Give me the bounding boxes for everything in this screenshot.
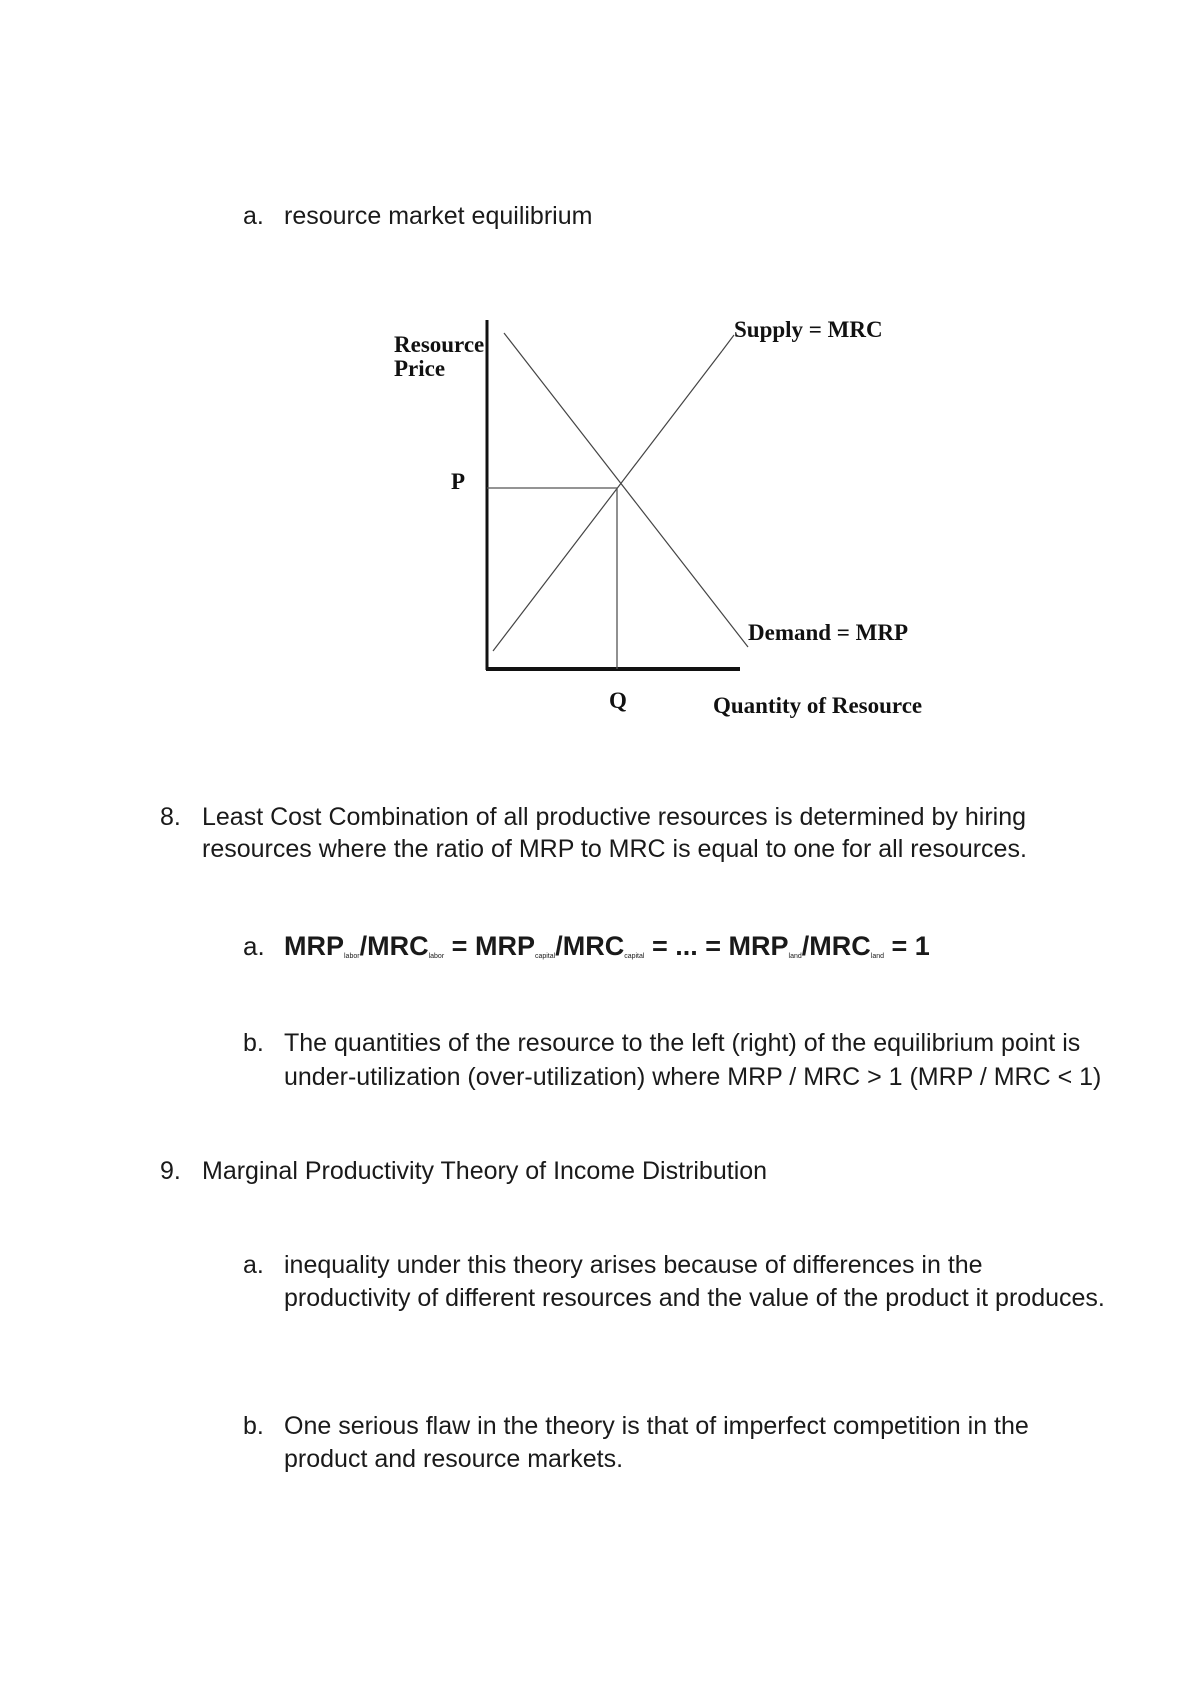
formula-term: MRC bbox=[809, 931, 871, 961]
supply-curve bbox=[493, 351, 722, 651]
formula-subscript: land bbox=[788, 953, 802, 960]
formula-equals: = bbox=[644, 931, 676, 961]
formula-subscript: land bbox=[870, 953, 884, 960]
formula-subscript: capital bbox=[624, 953, 645, 960]
formula-ellipsis: ... bbox=[675, 931, 698, 961]
formula-term: MRP bbox=[284, 931, 344, 961]
formula-equals: = bbox=[444, 931, 475, 961]
formula-slash: / bbox=[359, 931, 368, 961]
list-marker: 9. bbox=[160, 1157, 181, 1185]
formula-term: MRP bbox=[474, 931, 535, 961]
formula-slash: / bbox=[555, 931, 563, 961]
formula-subscript: labor bbox=[344, 953, 360, 960]
list-marker: b. bbox=[243, 1412, 264, 1440]
list-marker: 8. bbox=[160, 803, 181, 831]
list-marker: a. bbox=[243, 202, 264, 230]
item8-line2: resources where the ratio of MRP to MRC is equal to one for all resources. bbox=[202, 835, 1027, 863]
item8b-line2: under-utilization (over-utilization) where MRP / MRC > 1 (MRP / MRC < 1) bbox=[284, 1063, 1102, 1091]
item8-line1: Least Cost Combination of all productive resources is determined by hiring bbox=[202, 803, 1027, 831]
resource-market-graph bbox=[0, 0, 1200, 760]
formula-term: MRP bbox=[728, 931, 789, 961]
formula-term: MRC bbox=[562, 931, 625, 961]
supply-curve-label: Supply = MRC bbox=[734, 317, 883, 342]
list-marker: a. bbox=[243, 1251, 264, 1279]
demand-curve bbox=[504, 333, 748, 647]
formula-equals: = bbox=[884, 931, 915, 961]
formula-term: MRC bbox=[367, 931, 429, 961]
least-cost-formula bbox=[284, 928, 930, 975]
y-axis-label-line2: Price bbox=[394, 356, 446, 381]
item8b-line1: The quantities of the resource to the left (right) of the equilibrium point is bbox=[284, 1029, 1081, 1057]
formula-slash: / bbox=[801, 931, 810, 961]
x-axis-label: Quantity of Resource bbox=[713, 693, 923, 718]
demand-curve-label: Demand = MRP bbox=[748, 620, 909, 645]
price-label: P bbox=[451, 469, 466, 494]
list-marker: a. bbox=[243, 931, 265, 961]
list-marker: b. bbox=[243, 1029, 264, 1057]
formula-term: 1 bbox=[914, 931, 930, 961]
item9b-line2: product and resource markets. bbox=[284, 1445, 624, 1473]
formula-equals: = bbox=[697, 931, 729, 961]
item9a-line2: productivity of different resources and the value of the product it produces. bbox=[284, 1284, 1105, 1312]
item9b-line1: One serious flaw in the theory is that of imperfect competition in the bbox=[284, 1412, 1029, 1440]
quantity-label: Q bbox=[609, 688, 627, 713]
formula-subscript: labor bbox=[428, 953, 445, 960]
item-text: resource market equilibrium bbox=[284, 202, 593, 230]
item9a-line1: inequality under this theory arises because of differences in the bbox=[284, 1251, 983, 1279]
supply-label-leader bbox=[722, 335, 734, 351]
formula-subscript: capital bbox=[534, 953, 556, 960]
item9-text: Marginal Productivity Theory of Income Distribution bbox=[202, 1157, 768, 1185]
y-axis-label-line1: Resource bbox=[394, 332, 485, 357]
